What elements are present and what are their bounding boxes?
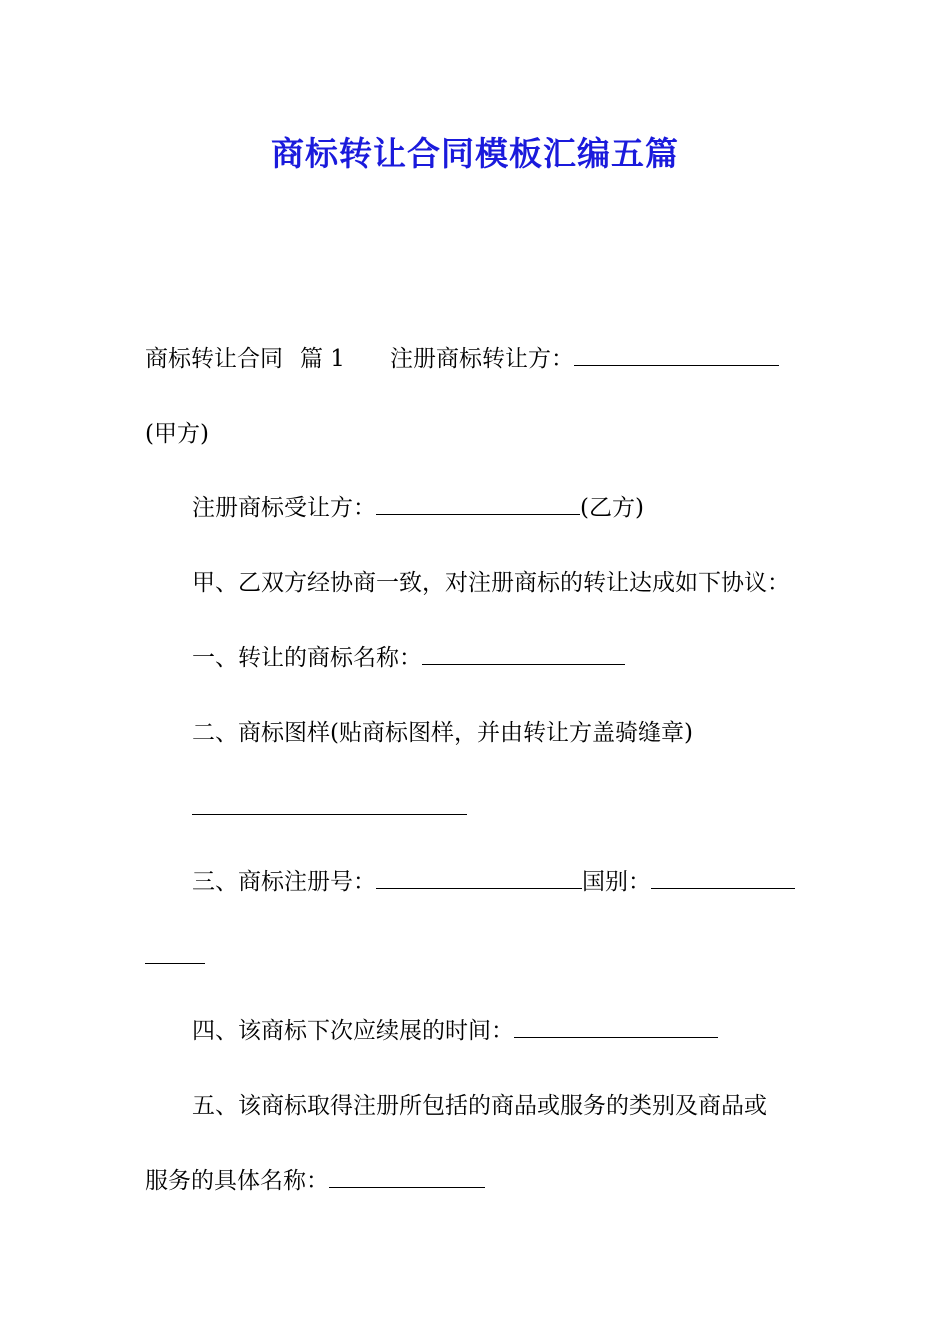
intro-text: 甲、乙双方经协商一致，对注册商标的转让达成如下协议： — [192, 570, 790, 596]
line-party-a — [145, 418, 209, 450]
transferee-blank — [376, 492, 580, 515]
item-5-label: 五、该商标取得注册所包括的商品或服务的类别及商品或 — [192, 1093, 767, 1119]
item-1-blank — [422, 642, 625, 665]
line-country-continuation — [145, 941, 205, 973]
contract-heading: 商标转让合同 — [145, 346, 283, 372]
line-item-4 — [192, 1015, 718, 1047]
party-b-label: (乙方) — [580, 495, 644, 521]
transferor-label: 注册商标转让方： — [389, 346, 574, 372]
part-number: 篇 1 — [300, 346, 345, 372]
item-1-label: 一、转让的商标名称： — [192, 645, 422, 671]
item-3-label: 三、商标注册号： — [192, 869, 376, 895]
line-item-5 — [192, 1090, 767, 1122]
line-intro — [192, 567, 790, 599]
line-item-2 — [192, 717, 693, 749]
registration-number-blank — [376, 866, 582, 889]
line-item-5-continued — [145, 1165, 485, 1197]
line-transferor — [145, 343, 779, 375]
line-transferee — [192, 492, 644, 524]
trademark-sample-blank — [192, 792, 467, 815]
transferee-label: 注册商标受让方： — [192, 495, 376, 521]
country-label: 国别： — [582, 869, 651, 895]
country-blank-continued — [145, 941, 205, 964]
transferor-blank — [574, 343, 779, 366]
item-5-continued-label: 服务的具体名称： — [145, 1168, 329, 1194]
line-item-2-blank — [192, 792, 467, 824]
line-item-1 — [192, 642, 625, 674]
party-a-label: (甲方) — [145, 421, 209, 447]
item-2-label: 二、商标图样(贴商标图样，并由转让方盖骑缝章) — [192, 720, 693, 746]
renewal-time-blank — [514, 1015, 718, 1038]
goods-services-blank — [329, 1165, 485, 1188]
document-title: 商标转让合同模板汇编五篇 — [271, 134, 679, 173]
line-item-3 — [192, 866, 795, 898]
item-4-label: 四、该商标下次应续展的时间： — [192, 1018, 514, 1044]
country-blank — [651, 866, 795, 889]
